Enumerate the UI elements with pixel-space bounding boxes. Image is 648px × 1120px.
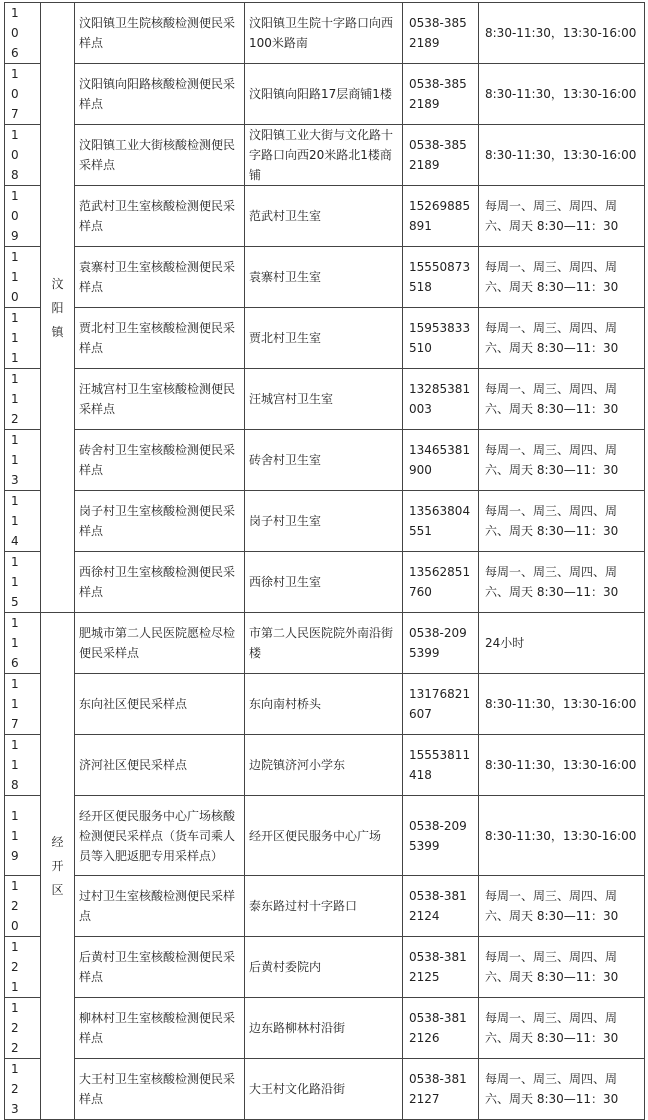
table-row (5, 125, 645, 186)
row-number: 116 (5, 613, 41, 674)
row-number: 107 (5, 64, 41, 125)
site-address: 贾北村卫生室 (245, 308, 403, 369)
service-hours: 每周一、周三、周四、周六、周天 8:30—11：30 (479, 552, 645, 613)
row-number: 119 (5, 796, 41, 876)
service-hours: 8:30-11:30，13:30-16:00 (479, 796, 645, 876)
row-number: 123 (5, 1059, 41, 1120)
contact-phone: 0538-3812125 (403, 937, 479, 998)
row-number: 115 (5, 552, 41, 613)
service-hours: 每周一、周三、周四、周六、周天 8:30—11：30 (479, 876, 645, 937)
contact-phone: 13562851760 (403, 552, 479, 613)
table-row (5, 552, 645, 613)
site-address: 汶阳镇卫生院十字路口向西100米路南 (245, 3, 403, 64)
service-hours: 8:30-11:30，13:30-16:00 (479, 674, 645, 735)
site-name: 经开区便民服务中心广场核酸检测便民采样点（货车司乘人员等入肥返肥专用采样点） (75, 796, 245, 876)
table-row (5, 876, 645, 937)
table-row (5, 998, 645, 1059)
site-address: 范武村卫生室 (245, 186, 403, 247)
site-address: 西徐村卫生室 (245, 552, 403, 613)
contact-phone: 0538-3812126 (403, 998, 479, 1059)
table-row (5, 491, 645, 552)
service-hours: 每周一、周三、周四、周六、周天 8:30—11：30 (479, 1059, 645, 1120)
region-name: 经开区 (51, 835, 64, 897)
site-name: 袁寨村卫生室核酸检测便民采样点 (75, 247, 245, 308)
site-name: 汶阳镇向阳路核酸检测便民采样点 (75, 64, 245, 125)
contact-phone: 0538-3852189 (403, 64, 479, 125)
table-row (5, 64, 645, 125)
region-name: 汶阳镇 (51, 276, 64, 339)
table-row (5, 1059, 645, 1120)
contact-phone: 15953833510 (403, 308, 479, 369)
contact-phone: 0538-2095399 (403, 613, 479, 674)
contact-phone: 0538-3852189 (403, 3, 479, 64)
service-hours: 每周一、周三、周四、周六、周天 8:30—11：30 (479, 998, 645, 1059)
contact-phone: 13465381900 (403, 430, 479, 491)
site-address: 泰东路过村十字路口 (245, 876, 403, 937)
contact-phone: 0538-3852189 (403, 125, 479, 186)
service-hours: 24小时 (479, 613, 645, 674)
site-name: 汶阳镇卫生院核酸检测便民采样点 (75, 3, 245, 64)
site-name: 贾北村卫生室核酸检测便民采样点 (75, 308, 245, 369)
row-number: 120 (5, 876, 41, 937)
row-number: 113 (5, 430, 41, 491)
table-row (5, 937, 645, 998)
site-name: 汶阳镇工业大街核酸检测便民采样点 (75, 125, 245, 186)
service-hours: 每周一、周三、周四、周六、周天 8:30—11：30 (479, 369, 645, 430)
table-row (5, 735, 645, 796)
site-name: 柳林村卫生室核酸检测便民采样点 (75, 998, 245, 1059)
table-row (5, 430, 645, 491)
site-name: 过村卫生室核酸检测便民采样点 (75, 876, 245, 937)
site-name: 汪城宫村卫生室核酸检测便民采样点 (75, 369, 245, 430)
site-address: 汶阳镇工业大街与文化路十字路口向西20米路北1楼商铺 (245, 125, 403, 186)
row-number: 109 (5, 186, 41, 247)
row-number: 112 (5, 369, 41, 430)
site-name: 砖舍村卫生室核酸检测便民采样点 (75, 430, 245, 491)
contact-phone: 0538-3812127 (403, 1059, 479, 1120)
row-number: 121 (5, 937, 41, 998)
site-name: 肥城市第二人民医院愿检尽检便民采样点 (75, 613, 245, 674)
row-number: 122 (5, 998, 41, 1059)
table-row (5, 308, 645, 369)
site-name: 大王村卫生室核酸检测便民采样点 (75, 1059, 245, 1120)
region-cell (41, 3, 75, 613)
service-hours: 8:30-11:30，13:30-16:00 (479, 64, 645, 125)
site-address: 汪城宫村卫生室 (245, 369, 403, 430)
contact-phone: 13285381003 (403, 369, 479, 430)
site-name: 东向社区便民采样点 (75, 674, 245, 735)
site-address: 东向南村桥头 (245, 674, 403, 735)
site-address: 大王村文化路沿街 (245, 1059, 403, 1120)
row-number: 118 (5, 735, 41, 796)
row-number: 114 (5, 491, 41, 552)
site-name: 西徐村卫生室核酸检测便民采样点 (75, 552, 245, 613)
contact-phone: 0538-3812124 (403, 876, 479, 937)
site-address: 袁寨村卫生室 (245, 247, 403, 308)
contact-phone: 13563804551 (403, 491, 479, 552)
sampling-sites-table (4, 2, 645, 1120)
site-name: 岗子村卫生室核酸检测便民采样点 (75, 491, 245, 552)
table-row (5, 247, 645, 308)
site-address: 后黄村委院内 (245, 937, 403, 998)
contact-phone: 15550873518 (403, 247, 479, 308)
table-row (5, 369, 645, 430)
row-number: 117 (5, 674, 41, 735)
service-hours: 8:30-11:30，13:30-16:00 (479, 125, 645, 186)
site-name: 济河社区便民采样点 (75, 735, 245, 796)
site-address: 边院镇济河小学东 (245, 735, 403, 796)
table-row (5, 674, 645, 735)
service-hours: 每周一、周三、周四、周六、周天 8:30—11：30 (479, 430, 645, 491)
table-row (5, 613, 645, 674)
site-name: 后黄村卫生室核酸检测便民采样点 (75, 937, 245, 998)
table-row (5, 3, 645, 64)
contact-phone: 0538-2095399 (403, 796, 479, 876)
site-address: 岗子村卫生室 (245, 491, 403, 552)
service-hours: 8:30-11:30，13:30-16:00 (479, 735, 645, 796)
table-row (5, 796, 645, 876)
service-hours: 每周一、周三、周四、周六、周天 8:30—11：30 (479, 308, 645, 369)
contact-phone: 13176821607 (403, 674, 479, 735)
table-row (5, 186, 645, 247)
region-cell (41, 613, 75, 1120)
row-number: 108 (5, 125, 41, 186)
site-address: 边东路柳林村沿街 (245, 998, 403, 1059)
row-number: 111 (5, 308, 41, 369)
row-number: 106 (5, 3, 41, 64)
site-address: 市第二人民医院院外南沿街楼 (245, 613, 403, 674)
row-number: 110 (5, 247, 41, 308)
site-address: 经开区便民服务中心广场 (245, 796, 403, 876)
service-hours: 每周一、周三、周四、周六、周天 8:30—11：30 (479, 247, 645, 308)
service-hours: 8:30-11:30，13:30-16:00 (479, 3, 645, 64)
service-hours: 每周一、周三、周四、周六、周天 8:30—11：30 (479, 937, 645, 998)
site-address: 砖舍村卫生室 (245, 430, 403, 491)
contact-phone: 15269885891 (403, 186, 479, 247)
contact-phone: 15553811418 (403, 735, 479, 796)
service-hours: 每周一、周三、周四、周六、周天 8:30—11：30 (479, 186, 645, 247)
site-name: 范武村卫生室核酸检测便民采样点 (75, 186, 245, 247)
site-address: 汶阳镇向阳路17层商铺1楼 (245, 64, 403, 125)
service-hours: 每周一、周三、周四、周六、周天 8:30—11：30 (479, 491, 645, 552)
table-body (5, 3, 645, 1120)
